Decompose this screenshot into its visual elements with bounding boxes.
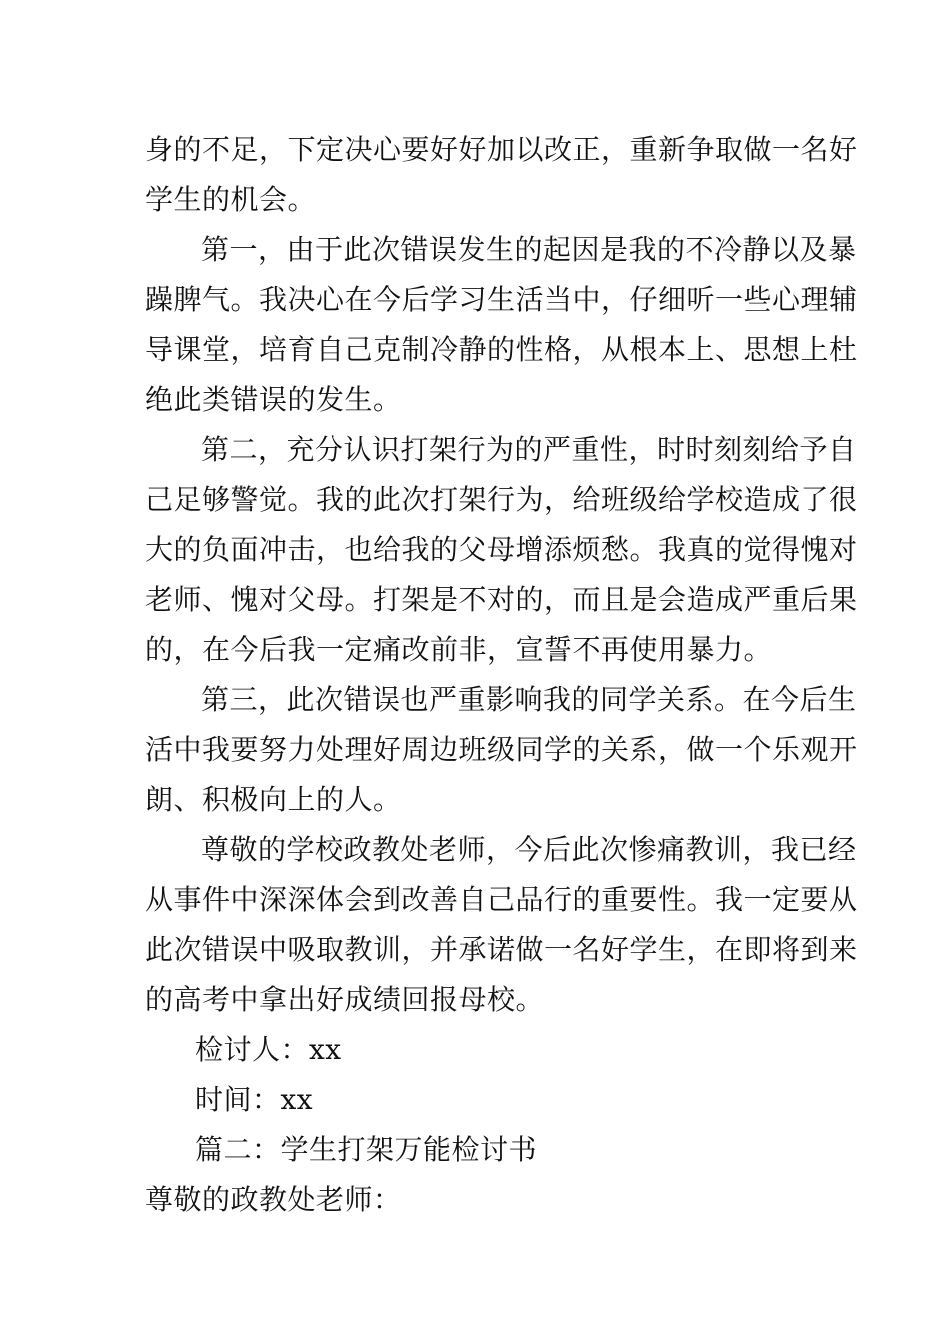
text-line: 大的负面冲击，也给我的父母增添烦愁。我真的觉得愧对 (145, 533, 858, 566)
paragraph-conclusion: 尊敬的学校政教处老师，今后此次惨痛教训，我已经 (201, 833, 857, 866)
signature-author: 检讨人：xx (195, 1033, 342, 1066)
paragraph-third-point: 第三，此次错误也严重影响我的同学关系。在今后生 (201, 683, 857, 716)
text-line: 导课堂，培育自己克制冷静的性格，从根本上、思想上杜 (145, 333, 858, 366)
text-line: 学生的机会。 (145, 183, 317, 216)
text-line: 活中我要努力处理好周边班级同学的关系，做一个乐观开 (145, 733, 858, 766)
text-line: 从事件中深深体会到改善自己品行的重要性。我一定要从 (145, 883, 858, 916)
text-line: 绝此类错误的发生。 (145, 383, 402, 416)
text-line: 朗、积极向上的人。 (145, 783, 402, 816)
text-line: 此次错误中吸取教训，并承诺做一名好学生，在即将到来 (145, 933, 858, 966)
text-line: 老师、愧对父母。打架是不对的，而且是会造成严重后果 (145, 583, 858, 616)
document-body (145, 125, 858, 1225)
section-heading: 篇二：学生打架万能检讨书 (195, 1133, 538, 1166)
text-line: 躁脾气。我决心在今后学习生活当中，仔细听一些心理辅 (145, 283, 858, 316)
text-line: 身的不足，下定决心要好好加以改正，重新争取做一名好 (145, 133, 858, 166)
paragraph-second-point: 第二，充分认识打架行为的严重性，时时刻刻给予自 (201, 433, 857, 466)
salutation: 尊敬的政教处老师： (145, 1183, 402, 1216)
text-line: 的，在今后我一定痛改前非，宣誓不再使用暴力。 (145, 633, 773, 666)
text-line: 己足够警觉。我的此次打架行为，给班级给学校造成了很 (145, 483, 858, 516)
signature-date: 时间：xx (195, 1083, 314, 1116)
text-line: 的高考中拿出好成绩回报母校。 (145, 983, 545, 1016)
paragraph-first-point: 第一，由于此次错误发生的起因是我的不冷静以及暴 (201, 233, 857, 266)
